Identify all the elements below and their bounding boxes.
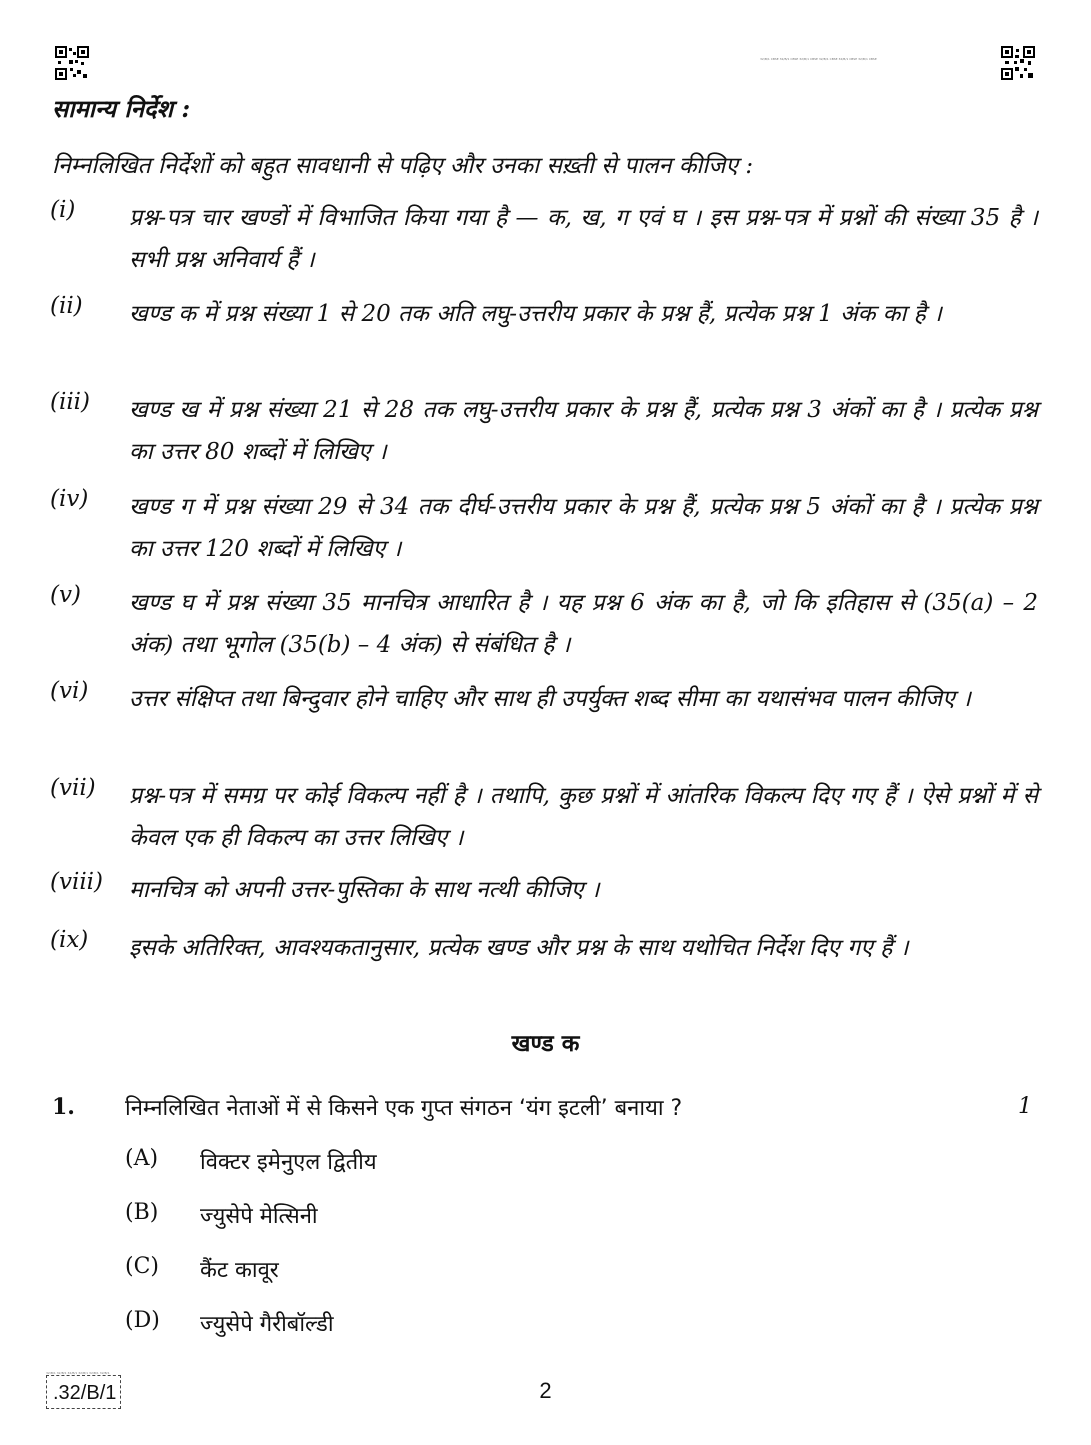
question-text: निम्नलिखित नेताओं में से किसने एक गुप्त संगठन ‘यंग इटली’ बनाया ? [125,1096,683,1121]
option-label: (B) [125,1200,159,1225]
section-title: खण्ड क [511,1031,580,1057]
option-text: ज्युसेपे मेत्सिनी [200,1204,318,1229]
instruction-number: (ix) [50,927,89,953]
instruction-text: खण्ड घ में प्रश्न संख्या 35 मानचित्र आधारित है । यह प्रश्न 6 अंक का है, जो कि इतिहास से (35(a) – 2 अंक) तथा भूगोल (35(b) – 4 अंक) से संबंधित है । [129,590,1038,658]
instruction-text: मानचित्र को अपनी उत्तर-पुस्तिका के साथ नत्थी कीजिए । [129,877,600,903]
instruction-text: प्रश्न-पत्र में समग्र पर कोई विकल्प नहीं है । तथापि, कुछ प्रश्नों में आंतरिक विकल्प दिए गए हैं । ऐसे प्रश्नों में से केवल एक ही विकल्प का उत्तर लिखिए । [129,783,1038,851]
instruction-text: खण्ड क में प्रश्न संख्या 1 से 20 तक अति लघु-उत्तरीय प्रकार के प्रश्न हैं, प्रत्येक प्रश्न 1 अंक का है । [129,301,942,327]
instruction-number: (iv) [50,486,89,512]
instruction-number: (vi) [50,678,89,704]
option-text: कैंट कावूर [200,1258,279,1283]
qr-code-left [55,46,89,80]
option-label: (A) [125,1146,159,1171]
question-marks: 1 [1018,1094,1032,1119]
instruction-number: (ii) [50,293,83,319]
instruction-number: (viii) [50,869,104,895]
instruction-number: (vii) [50,775,96,801]
qr-code-right [1001,46,1035,80]
instruction-text: उत्तर संक्षिप्त तथा बिन्दुवार होने चाहिए और साथ ही उपर्युक्त शब्द सीमा का यथासंभव पालन कीजिए । [129,686,971,712]
instruction-number: (i) [50,197,76,223]
header-microtext: 32/B/1 CBSE 32/B/1 CBSE 32/B/1 CBSE 32/B/1 CBSE 32/B/1 CBSE 32/B/1 CBSE [760,57,877,61]
question-number: 1. [52,1094,75,1120]
instructions-heading: सामान्य निर्देश : [52,94,191,123]
instruction-text: खण्ड ग में प्रश्न संख्या 29 से 34 तक दीर्घ-उत्तरीय प्रकार के प्रश्न हैं, प्रत्येक प्रश्न 5 अंकों का है । प्रत्येक प्रश्न का उत्तर 120 शब्दों में लिखिए । [129,494,1038,562]
instruction-text: खण्ड ख में प्रश्न संख्या 21 से 28 तक लघु-उत्तरीय प्रकार के प्रश्न हैं, प्रत्येक प्रश्न 3 अंकों का है । प्रत्येक प्रश्न का उत्तर 80 शब्दों में लिखिए । [129,397,1038,465]
instruction-number: (iii) [50,389,91,415]
instruction-number: (v) [50,582,81,608]
option-label: (C) [125,1254,159,1279]
instructions-intro: निम्नलिखित निर्देशों को बहुत सावधानी से पढ़िए और उनका सख़्ती से पालन कीजिए : [52,153,754,179]
page-number: 2 [539,1378,552,1403]
option-text: ज्युसेपे गैरीबॉल्डी [200,1312,334,1337]
footer-microtext: 32/B/1 32/B/1 32/B/1 32/B/1 32/B/1 32/B/1 [46,1371,110,1375]
instruction-text: इसके अतिरिक्त, आवश्यकतानुसार, प्रत्येक खण्ड और प्रश्न के साथ यथोचित निर्देश दिए गए हैं । [129,935,909,961]
paper-code: .32/B/1 [46,1375,121,1409]
option-label: (D) [125,1308,160,1333]
option-text: विक्टर इमेनुएल द्वितीय [200,1150,377,1175]
instruction-text: प्रश्न-पत्र चार खण्डों में विभाजित किया गया है — क, ख, ग एवं घ । इस प्रश्न-पत्र में प्रश्नों की संख्या 35 है । सभी प्रश्न अनिवार्य हैं । [129,205,1038,273]
